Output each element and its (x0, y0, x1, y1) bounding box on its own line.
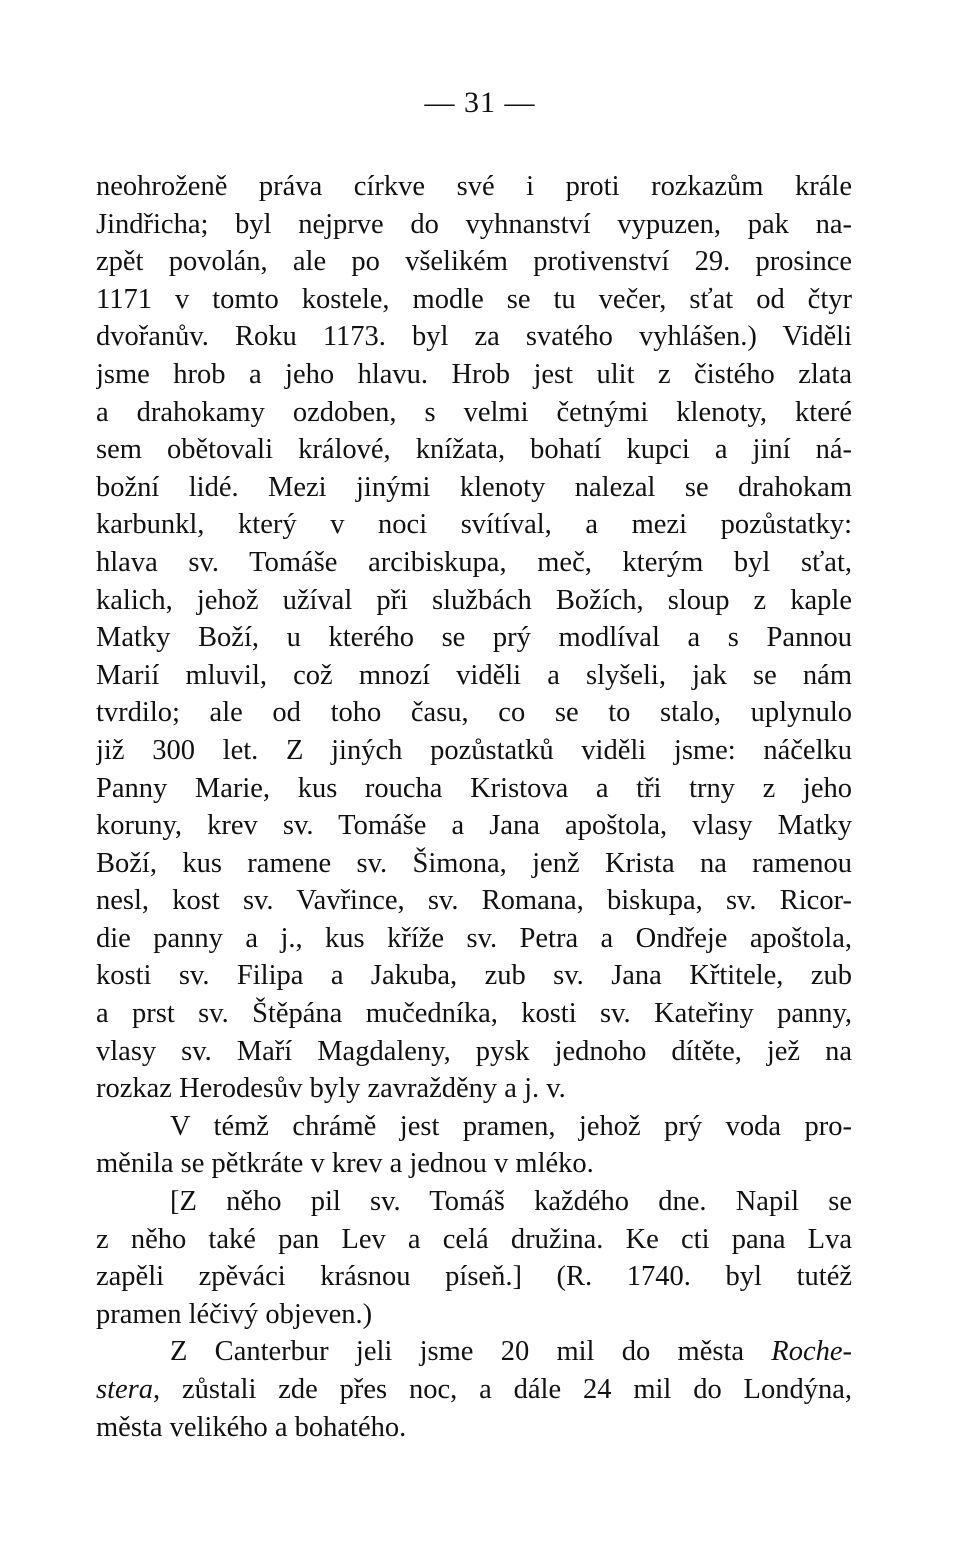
text-line (96, 1371, 852, 1409)
text-line: měnila se pětkráte v krev a jednou v mléko. (96, 1148, 594, 1180)
text-line: města velikého a bohatého. (96, 1411, 407, 1443)
text-line: vlasy sv. Maří Magdaleny, pysk jednoho dítěte, jež na (96, 1035, 852, 1067)
text-line: Panny Marie, kus roucha Kristova a tři trny z jeho (96, 772, 852, 804)
text-line: die panny a j., kus kříže sv. Petra a Ondřeje apoštola, (96, 922, 852, 954)
text-segment: Z Canterbur jeli jsme 20 mil do města (170, 1336, 772, 1368)
text-line: zpět povolán, ale po všelikém protivenství 29. prosince (96, 246, 852, 278)
text-line: 1171 v tomto kostele, modle se tu večer, sťat od čtyr (96, 283, 852, 315)
text-line: sem obětovali králové, knížata, bohatí kupci a jiní ná- (96, 434, 852, 466)
text-line: dvořanův. Roku 1173. byl za svatého vyhlášen.) Viděli (96, 321, 852, 353)
text-line: rozkaz Herodesův byly zavražděny a j. v. (96, 1073, 566, 1105)
text-line: z něho také pan Lev a celá družina. Ke cti pana Lva (96, 1223, 852, 1255)
text-line: již 300 let. Z jiných pozůstatků viděli jsme: náčelku (96, 734, 852, 766)
text-line: a prst sv. Štěpána mučedníka, kosti sv. Kateřiny panny, (96, 998, 852, 1030)
paragraph-start-line: [Z něho pil sv. Tomáš každého dne. Napil se (170, 1186, 852, 1218)
text-line: pramen léčivý objeven.) (96, 1298, 373, 1330)
italic-place-name: stera (96, 1374, 153, 1405)
page-number: — 31 — (424, 86, 536, 119)
text-line: Boží, kus ramene sv. Šimona, jenž Krista na ramenou (96, 847, 852, 879)
text-line: Matky Boží, u kterého se prý modlíval a s Pannou (96, 622, 852, 654)
italic-place-name: Roche- (771, 1336, 852, 1368)
text-line: a drahokamy ozdoben, s velmi četnými klenoty, které (96, 396, 852, 428)
paragraph-start-line: V témž chrámě jest pramen, jehož prý voda pro- (170, 1110, 852, 1142)
text-segment: , zůstali zde přes noc, a dále 24 mil do Londýna, (153, 1374, 852, 1405)
text-line: nesl, kost sv. Vavřince, sv. Romana, biskupa, sv. Ricor- (96, 885, 852, 917)
text-line: tvrdilo; ale od toho času, co se to stalo, uplynulo (96, 697, 852, 729)
body-text (96, 168, 852, 1446)
text-line: Marií mluvil, což mnozí viděli a slyšeli, jak se nám (96, 659, 852, 691)
text-line: kosti sv. Filipa a Jakuba, zub sv. Jana Křtitele, zub (96, 960, 852, 992)
text-line: hlava sv. Tomáše arcibiskupa, meč, kterým byl sťat, (96, 546, 852, 578)
text-line: zapěli zpěváci krásnou píseň.] (R. 1740. byl tutéž (96, 1261, 852, 1293)
text-line: karbunkl, který v noci svítíval, a mezi pozůstatky: (96, 509, 852, 541)
text-line: neohroženě práva církve své i proti rozkazům krále (96, 171, 852, 202)
paragraph-start-line (96, 1333, 852, 1371)
text-line: koruny, krev sv. Tomáše a Jana apoštola, vlasy Matky (96, 810, 852, 842)
text-line: Jindřicha; byl nejprve do vyhnanství vypuzen, pak na- (96, 208, 852, 240)
text-line: kalich, jehož užíval při službách Božích, sloup z kaple (96, 584, 852, 616)
text-line: jsme hrob a jeho hlavu. Hrob jest ulit z čistého zlata (96, 358, 852, 390)
text-line: božní lidé. Mezi jinými klenoty nalezal se drahokam (96, 471, 852, 503)
